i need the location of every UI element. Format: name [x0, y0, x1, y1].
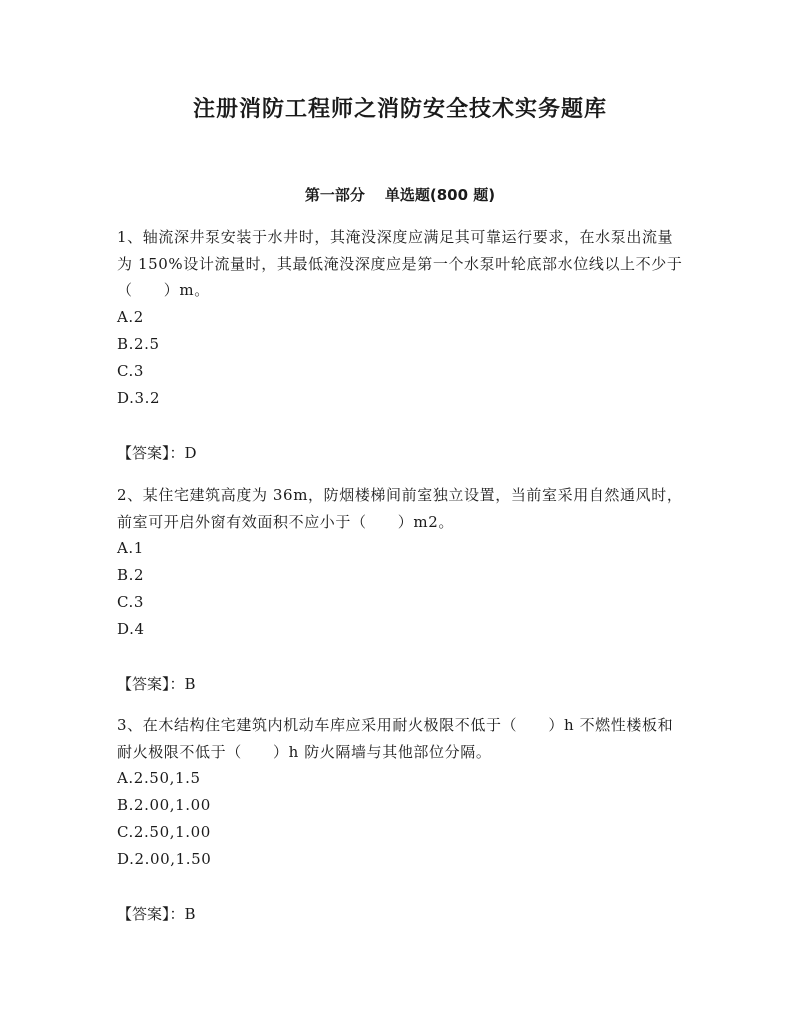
question-2 — [117, 482, 687, 698]
option-b: B.2.5 — [117, 334, 160, 353]
answer-value: D — [184, 443, 197, 462]
answer-line — [117, 901, 687, 928]
option-a: A.2.50,1.5 — [117, 769, 201, 787]
section-heading: 单选题(800 题) — [384, 186, 496, 204]
answer-label: 【答案】： — [117, 443, 185, 462]
answer-label: 【答案】： — [117, 905, 185, 923]
option-a: A.1 — [117, 539, 144, 557]
answer-line — [117, 671, 687, 698]
option-b: B.2 — [117, 566, 145, 584]
option-d: D.3.2 — [117, 388, 161, 407]
option-c: C.3 — [117, 593, 145, 611]
answer-value: B — [184, 905, 196, 923]
option-d: D.2.00,1.50 — [117, 850, 212, 868]
document-title: 注册消防工程师之消防安全技术实务题库 — [192, 97, 607, 122]
answer-value: B — [184, 675, 196, 693]
option-b: B.2.00,1.00 — [117, 796, 211, 814]
question-stem: 3、在木结构住宅建筑内机动车库应采用耐火极限不低于（ ）h 不燃性楼板和耐火极限不低于（ ）h 防火隔墙与其他部位分隔。 — [117, 716, 674, 761]
question-1 — [117, 224, 687, 467]
answer-line — [117, 440, 687, 467]
answer-label: 【答案】： — [117, 675, 185, 693]
option-a: A.2 — [117, 307, 144, 326]
option-c: C.3 — [117, 361, 145, 380]
section-title — [0, 184, 800, 205]
question-stem: 2、某住宅建筑高度为 36m，防烟楼梯间前室独立设置，当前室采用自然通风时，前室可开启外窗有效面积不应小于（ ）m2。 — [117, 486, 683, 531]
option-d: D.4 — [117, 620, 145, 638]
question-3 — [117, 712, 687, 928]
option-c: C.2.50,1.00 — [117, 823, 211, 841]
section-part: 第一部分 — [304, 186, 365, 204]
question-stem: 1、轴流深井泵安装于水井时，其淹没深度应满足其可靠运行要求，在水泵出流量为 150%设计流量时，其最低淹没深度应是第一个水泵叶轮底部水位线以上不少于（ ）m。 — [117, 228, 683, 299]
